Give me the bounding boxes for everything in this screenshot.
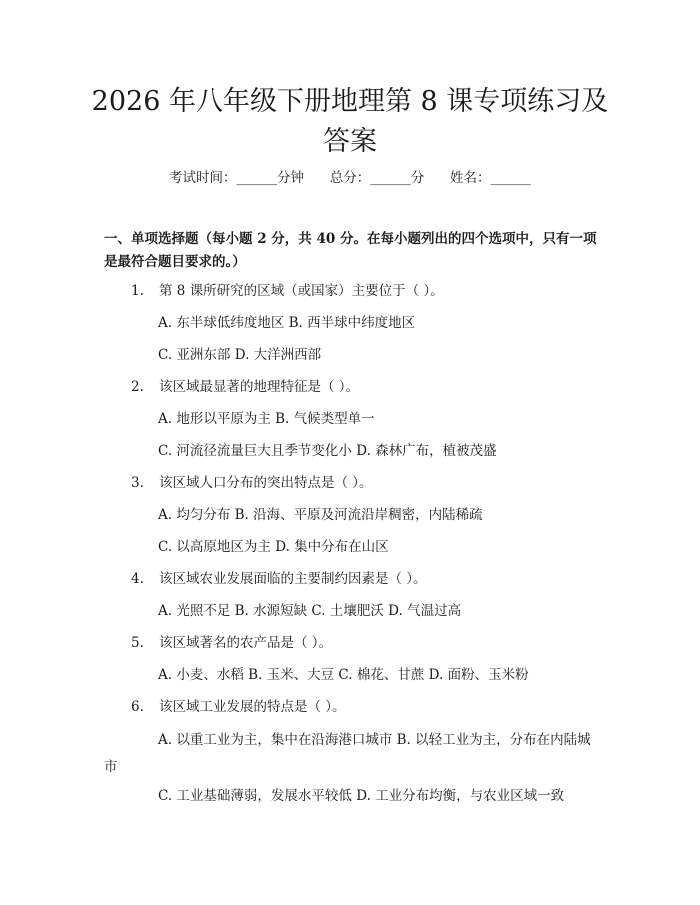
question-text: 该区域人口分布的突出特点是（ ）。 — [159, 475, 373, 491]
question-4 — [131, 569, 601, 589]
question-5 — [131, 633, 601, 653]
question-5-options: A. 小麦、水稻 B. 玉米、大豆 C. 棉花、甘蔗 D. 面粉、玉米粉 — [158, 667, 529, 683]
score-label: 总分： — [329, 170, 371, 186]
section-heading: 一、单项选择题（每小题 2 分，共 40 分。在每小题列出的四个选项中，只有一项是最符合题目要求的。） — [104, 231, 597, 270]
question-3 — [131, 473, 601, 493]
question-number: 4. — [131, 571, 144, 587]
question-number: 6. — [131, 699, 144, 715]
exam-info — [0, 168, 700, 188]
question-6 — [131, 697, 601, 717]
question-1-options-line-1: A. 东半球低纬度地区 B. 西半球中纬度地区 — [158, 315, 416, 331]
question-text: 该区域最显著的地理特征是（ ）。 — [159, 379, 360, 395]
time-blank: ______ — [236, 170, 277, 186]
question-6-options-line-1: A. 以重工业为主，集中在沿海港口城市 B. 以轻工业为主，分布在内陆城市 — [104, 732, 591, 775]
question-1 — [131, 281, 601, 301]
page-title: 2026 年八年级下册地理第 8 课专项练习及答案 — [91, 86, 609, 157]
question-2-options-line-2: C. 河流径流量巨大且季节变化小 D. 森林广布，植被茂盛 — [158, 443, 497, 459]
question-text: 该区域农业发展面临的主要制约因素是（ ）。 — [159, 571, 427, 587]
question-6-options-line-2: C. 工业基础薄弱，发展水平较低 D. 工业分布均衡，与农业区域一致 — [158, 788, 565, 804]
question-text: 第 8 课所研究的区域（或国家）主要位于（ ）。 — [159, 283, 444, 299]
score-blank: ______ — [370, 170, 411, 186]
question-3-options-line-2: C. 以高原地区为主 D. 集中分布在山区 — [158, 539, 389, 555]
question-number: 3. — [131, 475, 144, 491]
time-unit: 分钟 — [277, 170, 304, 186]
time-label: 考试时间： — [169, 170, 237, 186]
question-number: 5. — [131, 635, 144, 651]
name-label: 姓名： — [450, 170, 491, 186]
name-blank: ______ — [490, 170, 531, 186]
question-number: 1. — [131, 283, 144, 299]
question-1-options-line-2: C. 亚洲东部 D. 大洋洲西部 — [158, 347, 322, 363]
question-number: 2. — [131, 379, 144, 395]
score-unit: 分 — [410, 170, 425, 186]
question-4-options: A. 光照不足 B. 水源短缺 C. 土壤肥沃 D. 气温过高 — [158, 603, 462, 619]
question-2 — [131, 377, 601, 397]
question-2-options-line-1: A. 地形以平原为主 B. 气候类型单一 — [158, 411, 375, 427]
question-3-options-line-1: A. 均匀分布 B. 沿海、平原及河流沿岸稠密，内陆稀疏 — [158, 507, 483, 523]
question-text: 该区域著名的农产品是（ ）。 — [159, 635, 333, 651]
question-text: 该区域工业发展的特点是（ ）。 — [159, 699, 346, 715]
